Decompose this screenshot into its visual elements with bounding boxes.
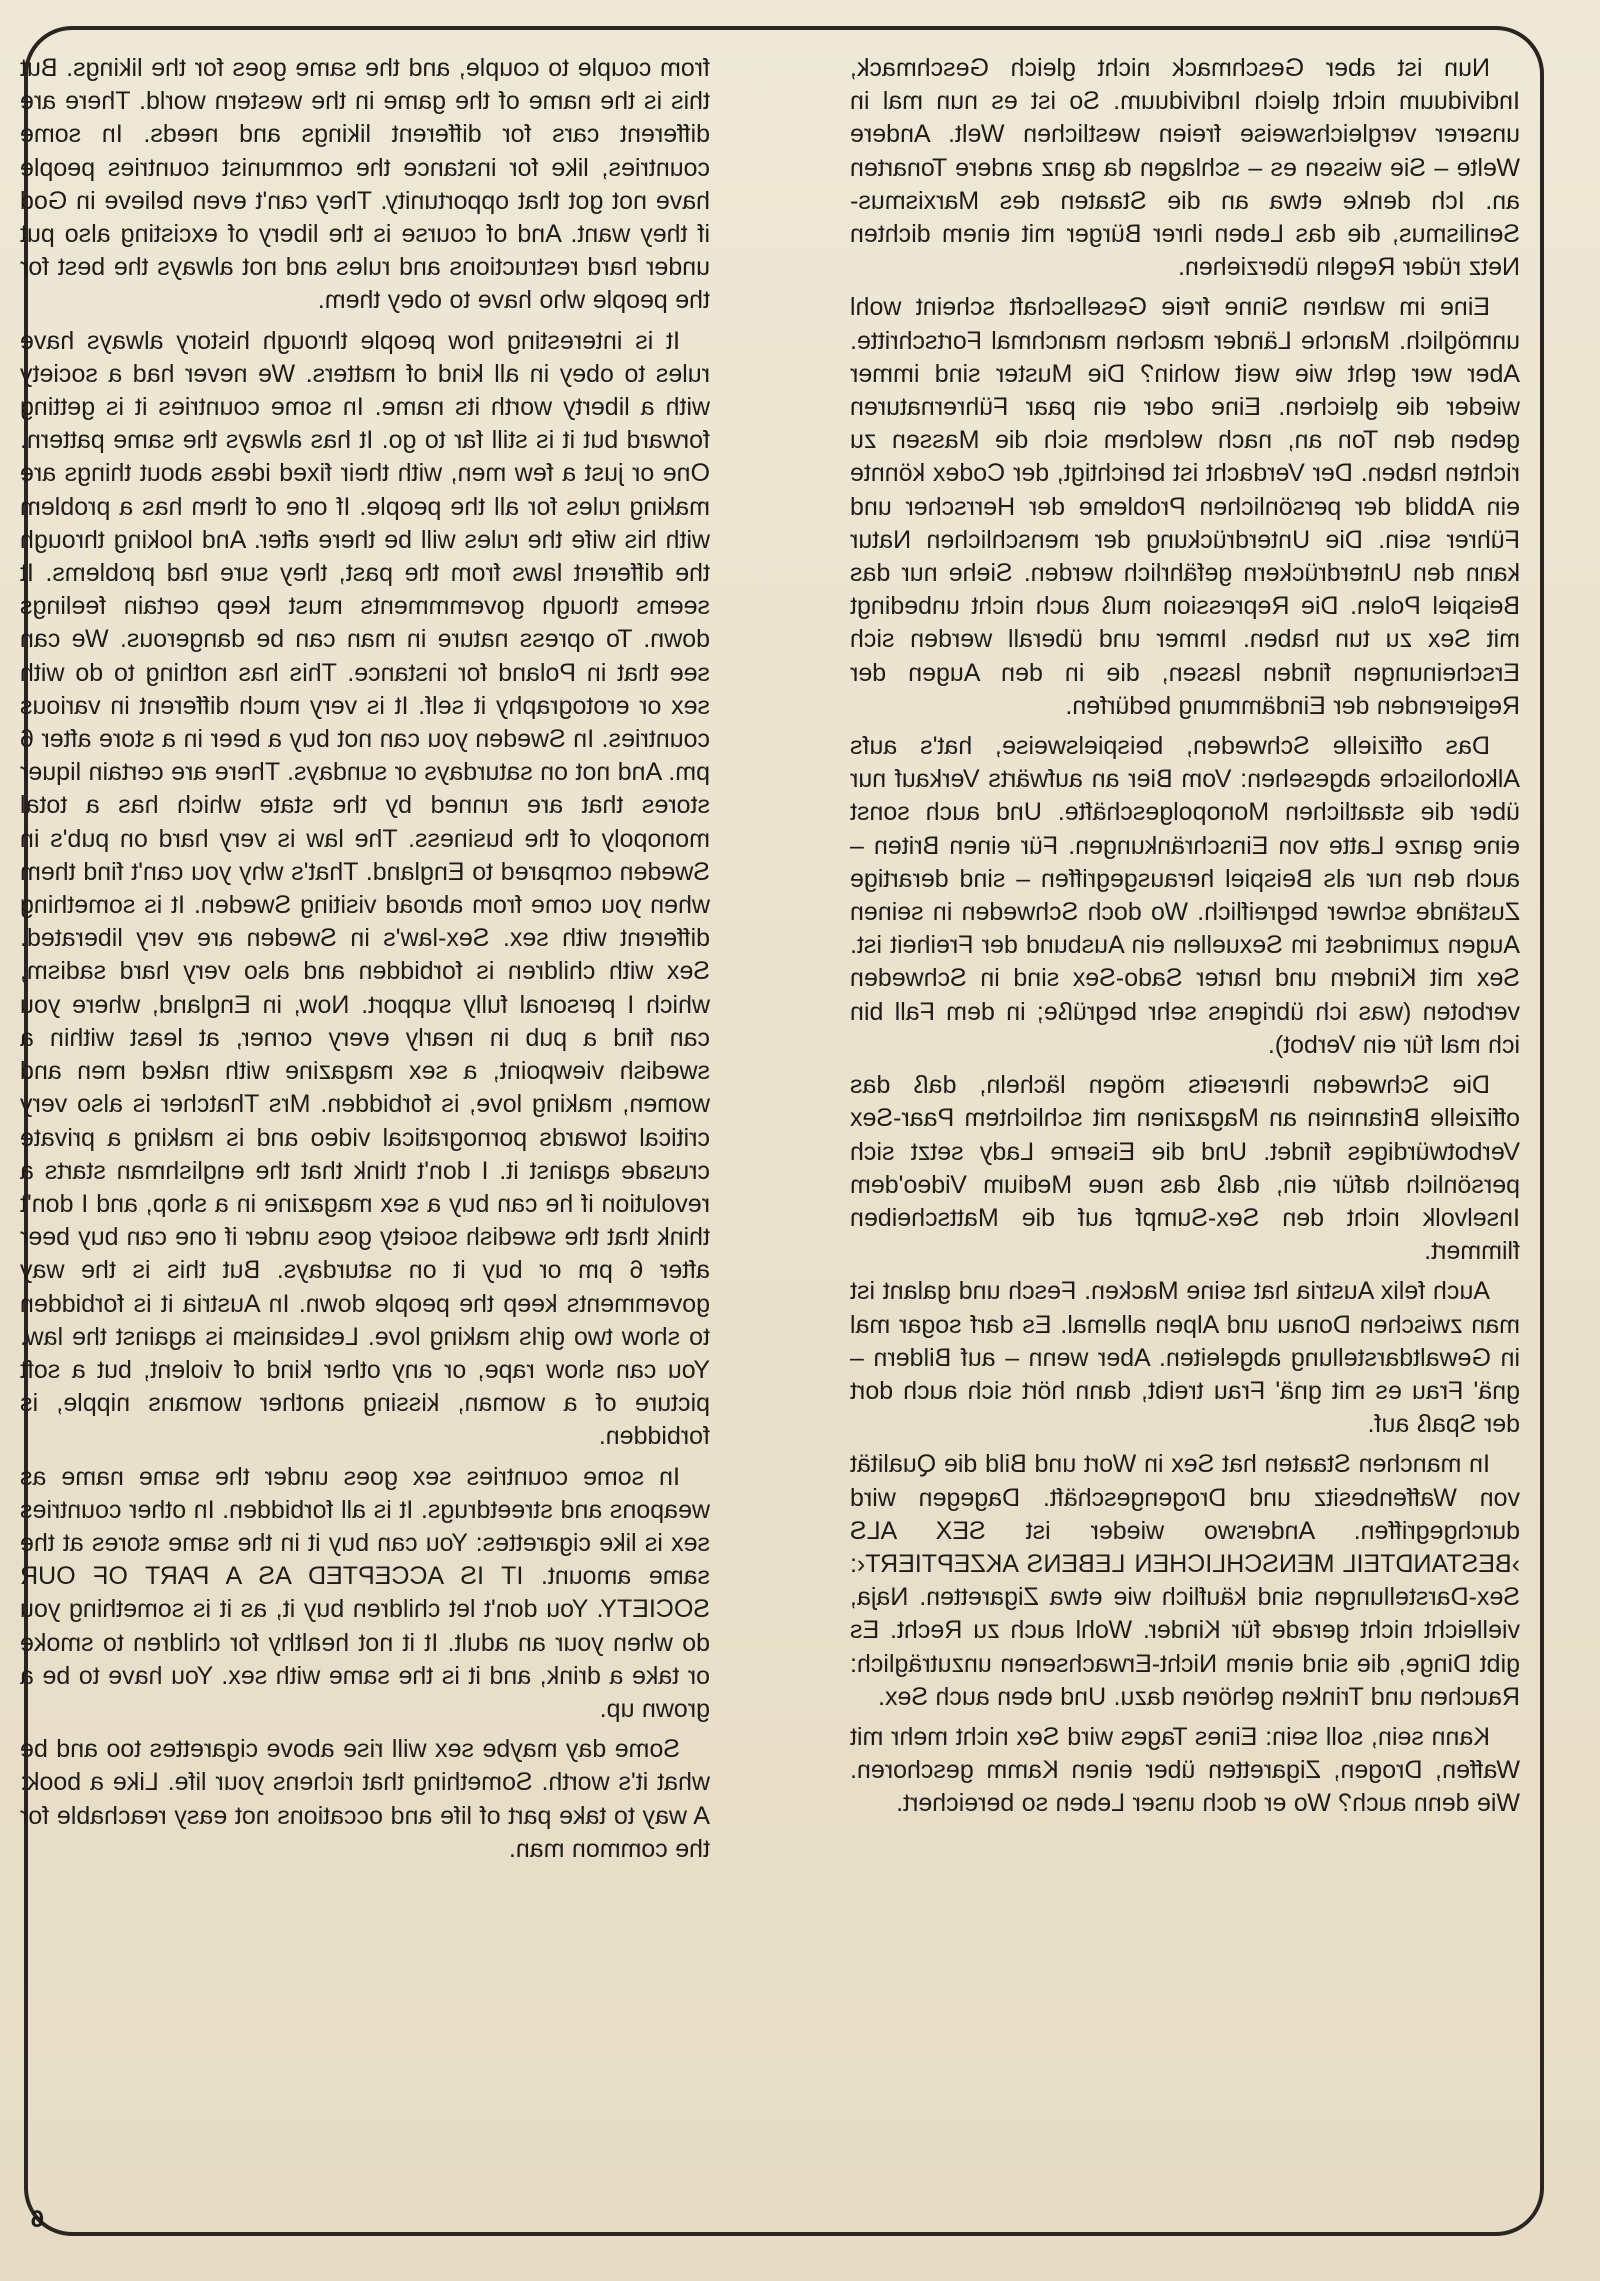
german-text-column bbox=[850, 52, 1520, 1828]
english-paragraph: Some day maybe sex will rise above cigarettes too and be what it's worth. Something that richens your life. Like a book: A way to take part of life and occations not easy reachable for the common man. bbox=[20, 1735, 710, 1863]
english-paragraph: from couple to couple, and the same goes for the likings. But this is the name of the game in the western world. There are different cars for different likings and needs. In some countries, like for instance the communist countries people have not got that opportunity. They can't even believe in God if they want. And of course is the libery of excisting also put under hard restructions and rules and not always the best for the people who have to obey them. bbox=[20, 54, 710, 315]
page-number: 6 bbox=[30, 2206, 44, 2233]
english-paragraph: It is interesting how people through history always have rules to obey in all kind of matters. We never had a society with a liberty worth its name. In some countries it is getting forward but it is still far to go. It has always the same pattern. One or just a few men, with their fixed ideas about things are making rules for all the people. If one of them has a problem with his wife the rules will be there after. And looking through the different laws from the past, they sure had problems. It seems though govemmments must keep certain feelings down. To opress nature in man can be dangerous. We can see that in Poland for instance. This has nothing to do with sex or erotography it self. It is very much different in various countries. In Sweden you can not buy a beer in a store after 6 pm. And not on saturdays or sundays. There are certain liquer stores that are runned by the state which has a total monopoly of the business. The law is very hard on pub's in Sweden compared to England. That's why you can't find them when you come from abroad visiting Sweden. It is something different with sex. Sex-law's in Sweden are very liberated. Sex with children is forbidden and also very hard sadism, which I personal fully support. Now, in England, where you can find a pub in nearly every corner, at least within a swedish viewpoint, a sex magazine with naked men and women, making love, is forbidden. Mrs Thatcher is also very critical towards pornogratical video and is making a private crusade against it. I don't think that the englishman starts a revolution if he can buy a sex magazine in a shop, and I don't think that the swedish society goes under if one can buy beer after 6 pm or buy it on saturdays. But this is the way govemments keep the people down. In Austria it is forbidden to show two girls making love. Lesbianism is against the law. You can show rape, or any other kind of violent, but a soft picture of a woman, kissing another womans nipple, is forbidden. bbox=[20, 326, 710, 1451]
english-text-column bbox=[20, 52, 710, 1873]
english-paragraph: In some countries sex goes under the same name as weapons and streetdrugs. It is all forbidden. In other countries sex is like cigarettes: You can buy it in the same stores at the same amount. IT IS ACCEPTED AS A PART OF OUR SOCIETY. You don't let children buy it, as it is something you do when your an adult. It it not healthy for children to smoke or take a drink, and it is the same with sex. You have to be a grown up. bbox=[20, 1462, 710, 1723]
german-paragraph: Eine im wahren Sinne freie Gesellschaft scheint wohl unmöglich. Manche Länder machen manchmal Fortschritte. Aber wer geht wie weit wohin? Die Muster sind immer wieder die gleichen. Eine oder ein paar Führernaturen geben den Ton an, nach welchem sich die Massen zu richten haben. Der Verdacht ist berichtigt, der Codex könnte ein Abbild der persönlichen Probleme der Herrscher und Führer sein. Die Unterdrückung der menschlichen Natur kann den Unterdrückern gefährlich werden. Siehe nur das Beispiel Polen. Die Repression muß auch nicht unbedingt mit Sex zu tun haben. Immer und überall werden sich Erscheinungen finden lassen, die in den Augen der Regierenden der Eindämmung bedürfen. bbox=[850, 293, 1520, 720]
german-paragraph: Auch felix Austria hat seine Macken. Fesch und galant ist man zwischen Donau und Alpen allemal. Es darf sogar mal in Gewaltdarstellung abgeleiten. Aber wenn – auf Bildern – gnä' Frau es mit gnä' Frau treibt, dann hört sich auch dort der Spaß auf. bbox=[850, 1277, 1520, 1439]
german-paragraph: In manchen Staaten hat Sex in Wort und Bild die Qualität von Waffenbesitz und Drogengeschäft. Dagegen wird durchgegriffen. Anderswo wieder ist SEX ALS ›BESTANDTEIL MENSCHLICHEN LEBENS AKZEPTIERT‹: Sex-Darstellungen sind käuflich wie etwa Zigaretten. Naja, vielleicht nicht gerade für Kinder. Wohl auch zu Recht. Es gibt Dinge, die sind einem Nicht-Erwachsenen unzuträglich: Rauchen und Trinken gehören dazu. Und eben auch Sex. bbox=[850, 1450, 1520, 1711]
german-paragraph: Das offizielle Schweden, beispielsweise, hat's aufs Alkoholische abgesehen: Vom Bier an aufwärts Verkauf nur über die staatlichen Monopolgeschäfte. Und auch sonst eine ganze Latte von Einschränkungen. Für einen Briten – auch den nur als Beispiel herausgegriffen – sind derartige Zustände schwer begreiflich. Wo doch Schweden in seinen Augen zumindest im Sexuellen ein Ausbund der Freiheit ist. Sex mit Kindern und harter Sado-Sex sind in Schweden verboten (was ich übrigens sehr begrüße; in dem Fall bin ich mal für ein Verbot). bbox=[850, 732, 1520, 1059]
german-paragraph: Kann sein, soll sein: Eines Tages wird Sex nicht mehr mit Waffen, Drogen, Zigaretten über einen Kamm geschoren. Wie denn auch? Wo er doch unser Leben so bereichert. bbox=[850, 1722, 1520, 1818]
german-paragraph: Nun ist aber Geschmack nicht gleich Geschmack, Individuum nicht gleich Individuum. So ist es nun mal in unserer vergleichsweise freien westlichen Welt. Andere Welte – Sie wissen es – schlagen da ganz andere Tonarten an. Ich denke etwa an die Staaten des Marxismus-Senilismus, die das Leben ihrer Bürger mit einem dichten Netz rüder Regeln überziehen. bbox=[850, 54, 1520, 282]
german-paragraph: Die Schweden ihrerseits mögen lächeln, daß das offizielle Britannien an Magazinen mit schlichtem Paar-Sex Verbotwürdiges findet. Und die Eiserne Lady setzt sich persönlich dafür ein, daß das neue Medium Video'dem Inselvolk nicht den Sex-Sumpf auf die Mattscheiben flimmert. bbox=[850, 1071, 1520, 1266]
